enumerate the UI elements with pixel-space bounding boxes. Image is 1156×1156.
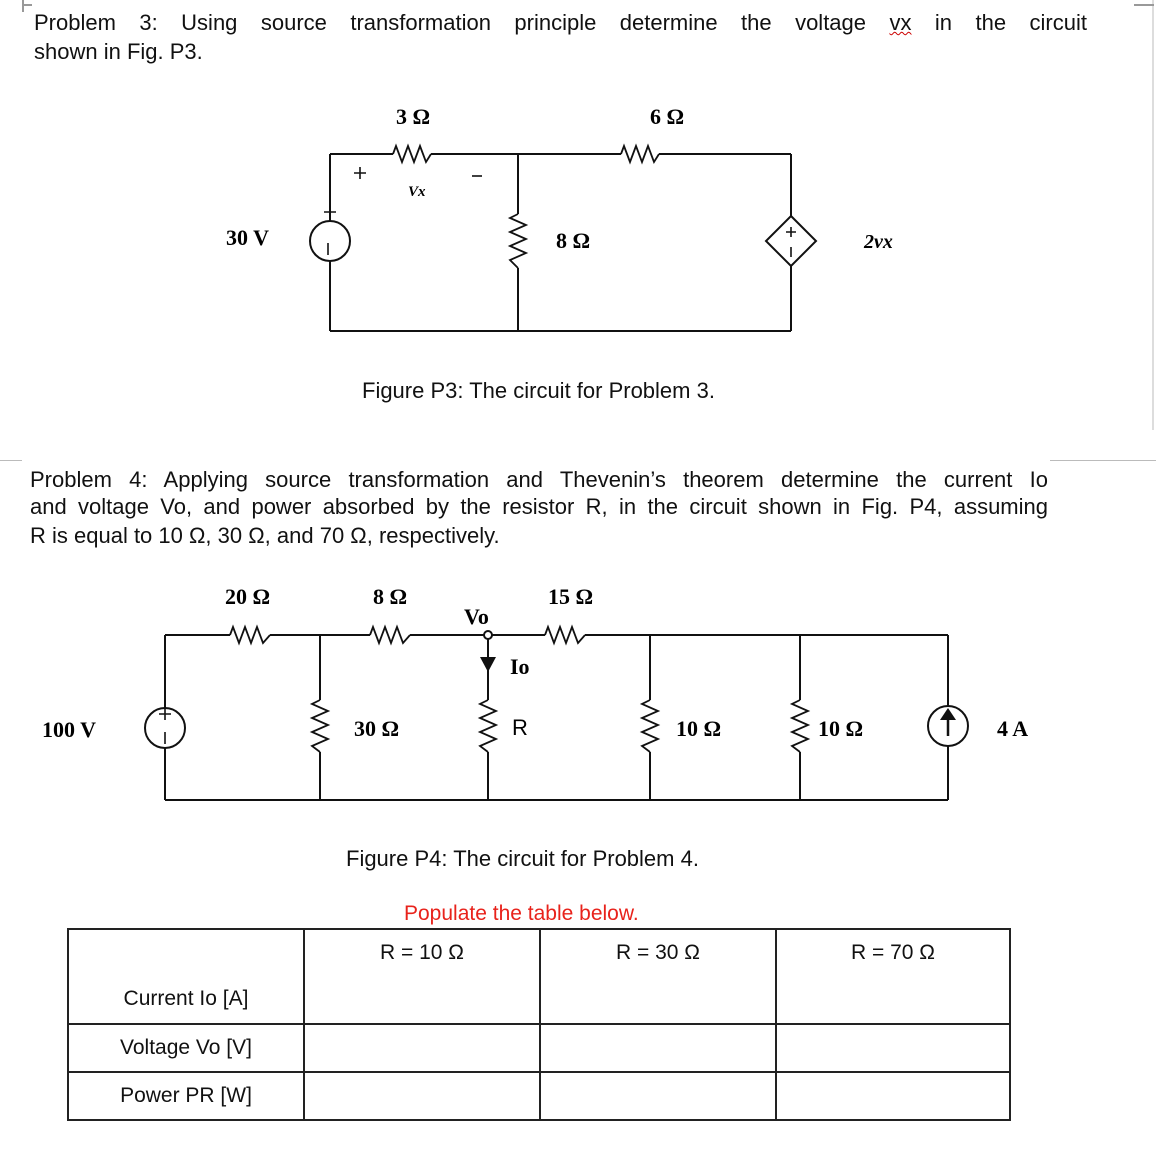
resistor-3ohm (393, 146, 431, 162)
p3-label-30v: 30 V (226, 225, 269, 250)
table-header-row (68, 929, 1010, 975)
p3-label-3ohm: 3 Ω (396, 104, 431, 129)
resistor-30ohm (312, 700, 328, 752)
table-cell[interactable] (540, 1072, 776, 1120)
current-arrow-icon (480, 657, 496, 672)
arrow-up-icon (940, 708, 956, 720)
table-header-cell: R = 10 Ω (304, 929, 540, 975)
resistor-8ohm (510, 214, 526, 268)
resistor-10ohm-a (642, 700, 658, 752)
plus-icon (324, 206, 336, 218)
problem3-line1: Using source transformation principle determine the voltage (181, 10, 867, 35)
plus-icon (786, 227, 796, 237)
corner-mark-left (22, 0, 24, 12)
voltage-source-30v (310, 221, 350, 261)
problem4-line1-text: Applying source transformation and Thevenin’s theorem determine the current Io (163, 467, 1048, 492)
problem3-statement (34, 8, 1087, 37)
problem4-line1 (30, 465, 1048, 494)
resistor-15ohm (545, 627, 585, 643)
p3-label-6ohm: 6 Ω (650, 104, 685, 129)
p4-label-8ohm: 8 Ω (373, 584, 408, 609)
p3-label-vx: Vx (408, 184, 426, 200)
table-cell[interactable] (540, 975, 776, 1024)
p4-label-10ohm-a: 10 Ω (676, 716, 722, 741)
p4-label-30ohm: 30 Ω (354, 716, 400, 741)
problem4-label: Problem 4: (30, 467, 148, 492)
table-header-cell: R = 30 Ω (540, 929, 776, 975)
separator-left (0, 460, 22, 461)
p4-label-20ohm: 20 Ω (225, 584, 271, 609)
table-row (68, 975, 1010, 1024)
row-label: Power PR [W] (68, 1072, 304, 1120)
row-label: Current Io [A] (68, 975, 304, 1024)
dependent-voltage-source (766, 216, 816, 266)
figure-p3-caption: Figure P3: The circuit for Problem 3. (362, 378, 715, 403)
p3-label-8ohm: 8 Ω (556, 228, 591, 253)
problem3-tail: in the circuit (934, 10, 1087, 35)
problem3-line2: shown in Fig. P3. (34, 39, 203, 64)
plus-icon (159, 708, 171, 720)
problem4-line3: R is equal to 10 Ω, 30 Ω, and 70 Ω, respectively. (30, 523, 500, 548)
resistor-6ohm (621, 146, 659, 162)
problem4-line2: and voltage Vo, and power absorbed by the resistor R, in the circuit shown in Fig. P4, assuming (30, 494, 1048, 519)
results-table (67, 928, 1011, 1121)
p4-label-4a: 4 A (997, 716, 1029, 741)
table-row (68, 1024, 1010, 1072)
table-header-cell: R = 70 Ω (776, 929, 1010, 975)
problem3-var: vx (889, 10, 912, 35)
p4-label-10ohm-b: 10 Ω (818, 716, 864, 741)
circuit-p4 (0, 570, 1156, 830)
problem3-label: Problem 3: (34, 10, 158, 35)
table-cell[interactable] (304, 1024, 540, 1072)
table-cell[interactable] (776, 1072, 1010, 1120)
table-cell[interactable] (304, 1072, 540, 1120)
resistor-r (480, 700, 496, 752)
figure-p4-caption: Figure P4: The circuit for Problem 4. (346, 846, 699, 871)
p4-label-100v: 100 V (42, 717, 96, 742)
row-label: Voltage Vo [V] (68, 1024, 304, 1072)
table-instruction: Populate the table below. (404, 902, 639, 925)
vo-node (484, 631, 492, 639)
p3-label-2vx: 2vx (864, 231, 893, 253)
p4-label-r: R (512, 715, 528, 740)
table-cell[interactable] (304, 975, 540, 1024)
resistor-10ohm-b (792, 700, 808, 752)
plus-icon (354, 167, 366, 179)
table-row (68, 1072, 1010, 1120)
p4-label-vo: Vo (464, 604, 489, 629)
table-cell[interactable] (776, 975, 1010, 1024)
table-header-cell (68, 929, 304, 975)
p4-label-io: Io (510, 654, 530, 679)
circuit-p3 (0, 90, 1156, 350)
resistor-8ohm (370, 627, 410, 643)
table-cell[interactable] (776, 1024, 1010, 1072)
table-cell[interactable] (540, 1024, 776, 1072)
corner-mark-left-h (22, 4, 32, 6)
resistor-20ohm (230, 627, 270, 643)
p4-label-15ohm: 15 Ω (548, 584, 594, 609)
separator-right (1050, 460, 1156, 461)
corner-mark-right-h (1134, 4, 1154, 6)
